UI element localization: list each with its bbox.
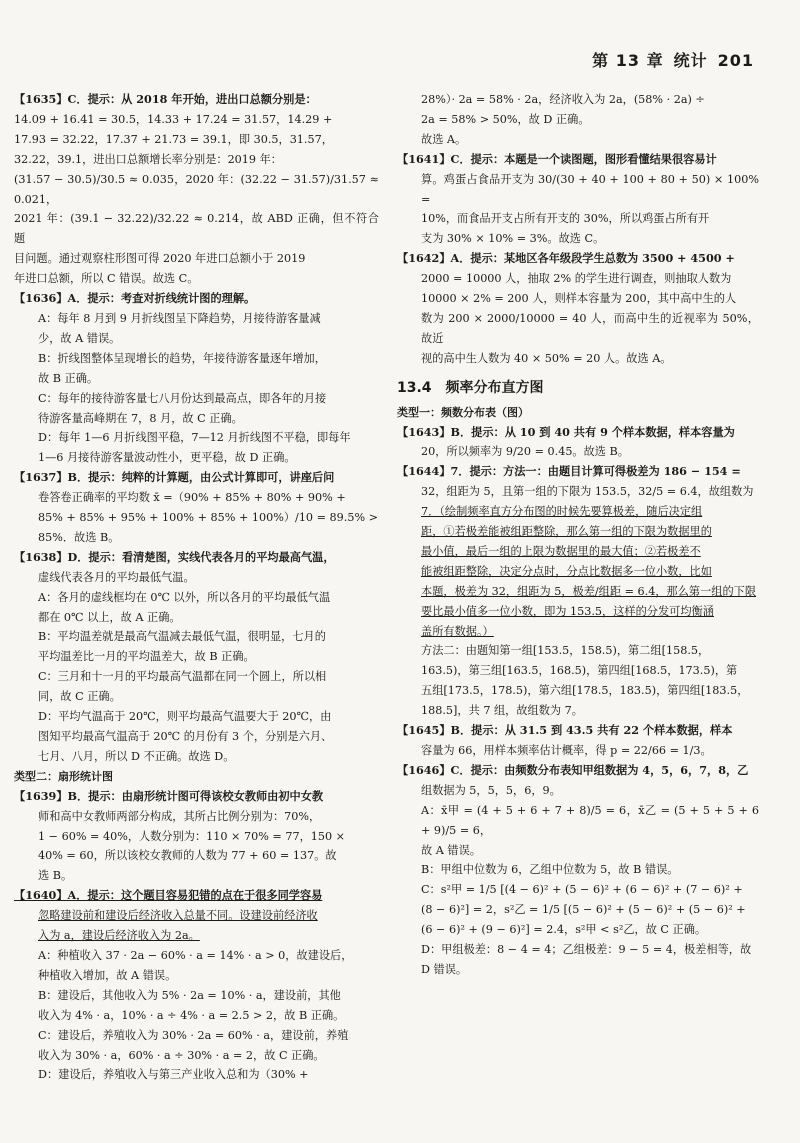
left-line: 虚线代表各月的平均最低气温。 [38,570,195,584]
right-line: 2000 = 10000 人，抽取 2% 的学生进行调查，则抽取人数为 [421,272,732,286]
left-line: D：每年 1—6 月折线图平稳，7—12 月折线图不平稳，即每年 [38,431,351,445]
left-line: 【1638】D．提示：看清楚图，实线代表各月的平均最高气温， [14,549,335,564]
right-line: A：x̄甲 = (4 + 5 + 6 + 7 + 8)/5 = 6，x̄乙 = (5 + 5 + 5 + 6 + 9)/5 = 6， [421,803,759,837]
left-line: B：平均温差就是最高气温减去最低气温，很明显，七月的 [38,630,326,644]
right-line: C：s²甲 = 1/5 [(4 − 6)² + (5 − 6)² + (6 − 6)² + (7 − 6)² + [421,883,743,897]
left-line: 2021 年：(39.1 − 32.22)/32.22 ≈ 0.214，故 ABD 正确，但不符合题 [14,212,379,246]
left-line: 种植收入增加，故 A 错误。 [38,968,177,982]
left-line: 都在 0℃ 以上，故 A 正确。 [38,610,181,624]
right-line: 13.4 频率分布直方图 [397,379,544,396]
left-line: D：建设后，养殖收入与第三产业收入总和为（30% + [38,1068,309,1082]
right-line: 数为 200 × 2000/10000 = 40 人，而高中生的近视率为 50%，故近 [421,311,759,345]
left-line: 少，故 A 错误。 [38,331,121,345]
left-line: 1—6 月接待游客量波动性小，更平稳，故 D 正确。 [38,451,296,465]
right-line: 算。鸡蛋占食品开支为 30/(30 + 40 + 100 + 80 + 50) × 100% = [421,172,759,206]
left-line: 年进口总额，所以 C 错误。故选 C。 [14,272,199,286]
left-line: A：每年 8 月到 9 月折线图呈下降趋势，月接待游客量减 [38,311,321,325]
right-line: 本题，极差为 32，组距为 5，极差/组距 = 6.4，那么第一组的下限 [421,584,757,598]
right-line: 【1645】B．提示：从 31.5 到 43.5 共有 22 个样本数据，样本 [397,723,733,738]
right-line: 故选 A。 [421,132,467,146]
left-line: 85%．故选 B。 [38,530,120,544]
left-line: 【1639】B．提示：由扇形统计图可得该校女教师由初中女教 [14,788,324,803]
left-line: 故 B 正确。 [38,371,99,385]
right-line: 方法二：由题知第一组[153.5，158.5)，第二组[158.5， [421,644,710,658]
left-line: 1 − 60% = 40%，人数分别为：110 × 70% = 77，150 × [38,829,346,843]
right-line: 容量为 66，用样本频率估计概率，得 p = 22/66 = 1/3。 [421,744,712,757]
right-line: 10000 × 2% = 200 人，则样本容量为 200，其中高中生的人 [421,292,737,306]
left-line: 七月、八月，所以 D 不正确。故选 D。 [38,749,235,763]
right-line: 【1646】C．提示：由频数分布表知甲组数据为 4，5，6，7，8，乙 [397,762,749,777]
right-line: B：甲组中位数为 6，乙组中位数为 5，故 B 错误。 [421,863,679,877]
left-line: 待游客量高峰期在 7，8 月，故 C 正确。 [38,411,243,425]
right-line: 2a = 58% > 50%，故 D 正确。 [421,112,590,126]
left-line: 平均温差比一月的平均温差大，故 B 正确。 [38,650,255,664]
left-line: 同，故 C 正确。 [38,690,121,704]
right-column [397,90,759,980]
left-line: 师和高中女教师两部分构成，其所占比例分别为：70%， [38,809,321,823]
left-line: 卷答卷正确率的平均数 x̄ =（90% + 85% + 80% + 90% + [38,491,346,505]
page-header [592,48,754,71]
right-line: 类型一：频数分布表（图） [397,405,529,419]
right-line: 故 A 错误。 [421,843,481,857]
right-line: 【1642】A．提示：某地区各年级段学生总数为 3500 + 4500 + [397,251,735,266]
left-line: B：建设后，其他收入为 5% · 2a = 10% · a，建设前，其他 [38,988,341,1002]
right-line: 20，所以频率为 9/20 = 0.45。故选 B。 [421,445,629,459]
left-line: D：平均气温高于 20℃，则平均最高气温要大于 20℃，由 [38,710,332,724]
right-line: 最小值，最后一组的上限为数据里的最大值；②若极差不 [421,544,701,558]
left-line: C：每年的接待游客量七八月份达到最高点，即各年的月接 [38,391,327,405]
right-line: 32，组距为 5，且第一组的下限为 153.5，32/5 = 6.4，故组数为 [421,485,754,499]
left-line: C：三月和十一月的平均最高气温都在同一个圆上，所以相 [38,670,327,684]
left-line: 14.09 + 16.41 = 30.5，14.33 + 17.24 = 31.57，14.29 + [14,112,333,126]
left-line: A：各月的虚线框均在 0℃ 以外，所以各月的平均最低气温 [38,590,331,604]
right-line: 能被组距整除，决定分点时，分点比数据多一位小数，比如 [421,564,712,578]
right-line: 10%，而食品开支占所有开支的 30%，所以鸡蛋占所有开 [421,212,710,226]
left-line: 类型二：扇形统计图 [14,769,113,783]
left-line: 选 B。 [38,869,73,883]
chapter-label: 第 13 章 [592,51,664,70]
right-line: 【1643】B．提示：从 10 到 40 共有 9 个样本数据，样本容量为 [397,424,735,439]
left-column [14,90,379,1085]
left-line: A：种植收入 37 · 2a − 60% · a = 14% · a > 0，故建设后， [38,948,353,962]
left-line: 目问题。通过观察柱形图可得 2020 年进口总额小于 2019 [14,252,306,266]
left-line: 收入为 4% · a，10% · a ÷ 4% · a = 2.5 > 2，故 B 正确。 [38,1008,345,1022]
right-line: 距，①若极差能被组距整除，那么第一组的下限为数据里的 [421,525,712,539]
left-line: B：折线图整体呈现增长的趋势，年接待游客量逐年增加， [38,351,326,365]
right-line: 组数据为 5，5，5，6，9。 [421,783,561,797]
subject-label: 统计 [673,51,708,70]
right-line: 视的高中生人数为 40 × 50% = 20 人。故选 A。 [421,351,672,365]
right-line: 要比最小值多一位小数，即为 153.5，这样的分发可均衡涵 [421,604,714,618]
right-line: 五组[173.5，178.5)，第六组[178.5，183.5)，第四组[183.5， [421,684,749,698]
right-line: D：甲组极差：8 − 4 = 4；乙组极差：9 − 5 = 4，极差相等，故 [421,943,752,957]
right-line: 163.5)，第三组[163.5，168.5)，第四组[168.5，173.5)，第 [421,664,738,678]
left-line: 32.22，39.1，进出口总额增长率分别是：2019 年： [14,152,282,166]
right-line: 188.5]，共 7 组，故组数为 7。 [421,704,583,718]
left-line: 17.93 = 32.22，17.37 + 21.73 = 39.1，即 30.5，31.57， [14,132,333,146]
right-line: (6 − 6)² + (9 − 6)²] = 2.4，s²甲 < s²乙，故 C 正确。 [421,923,707,937]
right-line: 【1641】C．提示：本题是一个读图题，图形看懂结果很容易计 [397,151,717,166]
left-line: 【1635】C．提示：从 2018 年开始，进出口总额分别是： [14,92,317,106]
left-line: 40% = 60，所以该校女教师的人数为 77 + 60 = 137。故 [38,849,337,863]
right-line: D 错误。 [421,962,468,976]
left-line: 85% + 85% + 95% + 100% + 85% + 100%）/10 = 89.5% > [38,511,379,525]
left-line: 入为 a，建设后经济收入为 2a。 [38,929,200,943]
left-line: 忽略建设前和建设后经济收入总量不同。设建设前经济收 [38,909,318,923]
left-line: C：建设后，养殖收入为 30% · 2a = 60% · a，建设前，养殖 [38,1028,349,1042]
left-line: 【1637】B．提示：纯粹的计算题，由公式计算即可，讲座后问 [14,470,335,485]
right-line: 28%）· 2a = 58% · 2a，经济收入为 2a，(58% · 2a) ÷ [421,93,705,106]
left-line: 图知平均最高气温高于 20℃ 的月份有 3 个，分别是六月、 [38,730,333,743]
right-line: 盖所有数据。） [421,624,494,638]
left-line: 收入为 30% · a，60% · a ÷ 30% · a = 2，故 C 正确。 [38,1048,325,1062]
left-line: (31.57 − 30.5)/30.5 ≈ 0.035，2020 年：(32.22 − 31.57)/31.57 ≈ 0.021， [14,172,379,206]
right-line: 【1644】7．提示：方法一：由题目计算可得极差为 186 − 154 = [397,464,741,479]
page-number: 201 [717,51,754,70]
right-line: (8 − 6)²] = 2，s²乙 = 1/5 [(5 − 6)² + (5 − 6)² + (5 − 6)² + [421,903,746,917]
left-line: 【1636】A．提示：考查对折线统计图的理解。 [14,291,256,306]
right-line: 支为 30% × 10% = 3%。故选 C。 [421,232,605,246]
left-line: 【1640】A．提示：这个题目容易犯错的点在于很多同学容易 [14,888,323,903]
right-line: 7．（绘制频率直方分布图的时候先要算极差，随后决定组 [421,505,703,519]
